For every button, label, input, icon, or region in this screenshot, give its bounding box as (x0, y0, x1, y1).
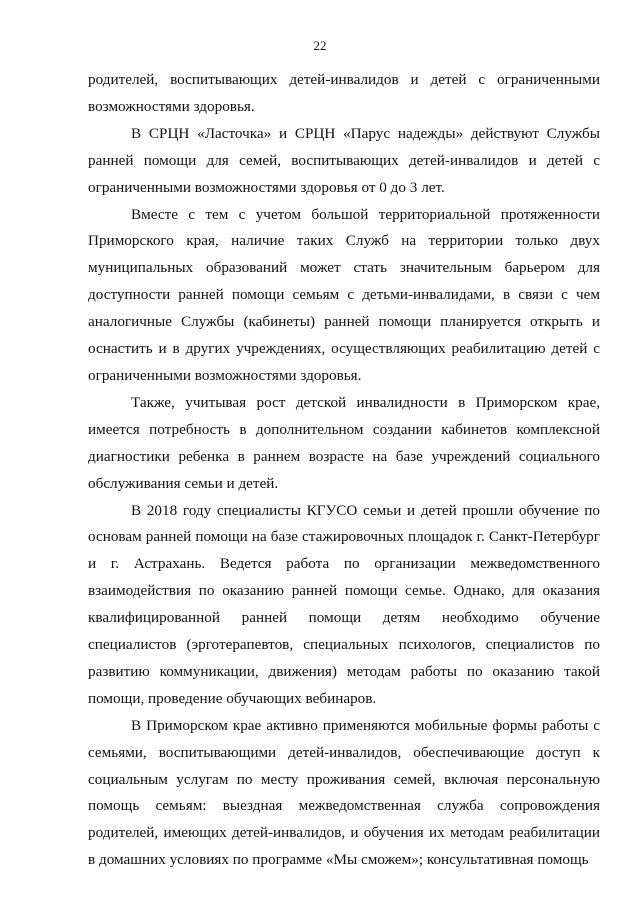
document-body (88, 67, 600, 874)
paragraph-specialist-training: В 2018 году специалисты КГУСО семьи и детей прошли обучение по основам ранней помощи на базе стажировочных площадок г. Санкт-Петербург и г. Астрахань. Ведется работа по организации межведомственного взаимодействия по оказанию ранней помощи семье. Однако, для оказания квалифицированной ранней помощи детям необходимо обучение специалистов (эрготерапевтов, специальных психологов, специалистов по развитию коммуникации, движения) методам работы по оказанию такой помощи, проведение обучающих вебинаров. (88, 501, 600, 707)
paragraph-early-help-services: В СРЦН «Ласточка» и СРЦН «Парус надежды» действуют Службы ранней помощи для семей, воспитывающих детей-инвалидов и детей с ограниченными возможностями здоровья от 0 до 3 лет. (88, 124, 600, 196)
page-number: 22 (313, 38, 327, 53)
paragraph-territorial-barrier: Вместе с тем с учетом большой территориальной протяженности Приморского края, наличие таких Служб на территории только двух муниципальных образований может стать значительным барьером для доступности ранней помощи семьям с детьми-инвалидами, в связи с чем аналогичные Службы (кабинеты) ранней помощи планируется открыть и оснастить и в других учреждениях, осуществляющих реабилитацию детей с ограниченными возможностями здоровья. (88, 205, 600, 384)
paragraph-mobile-forms: В Приморском крае активно применяются мобильные формы работы с семьями, воспитывающими детей-инвалидов, обеспечивающие доступ к социальным услугам по месту проживания семей, включая персональную помощь семьям: выездная межведомственная служба сопровождения родителей, имеющих детей-инвалидов, и обучения их методам реабилитации в домашних условиях по программе «Мы сможем»; консультативная помощь (88, 716, 600, 869)
paragraph-diagnostic-rooms: Также, учитывая рост детской инвалидности в Приморском крае, имеется потребность в дополнительном создании кабинетов комплексной диагностики ребенка в раннем возрасте на базе учреждений социального обслуживания семьи и детей. (88, 393, 600, 492)
paragraph-continuation: родителей, воспитывающих детей-инвалидов и детей с ограниченными возможностями здоровья. (88, 71, 600, 115)
